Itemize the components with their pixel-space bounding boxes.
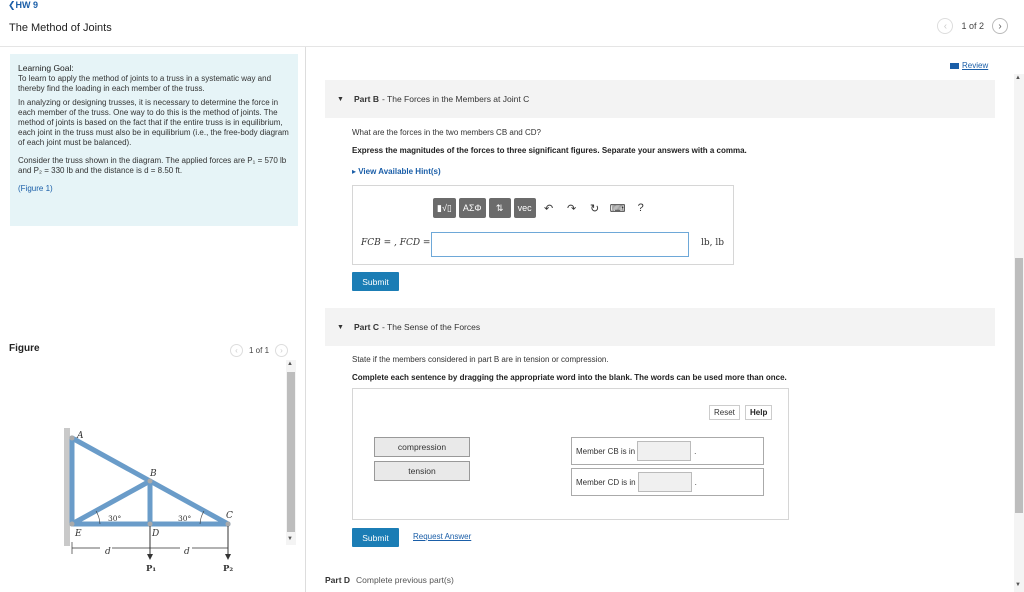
- part-c-submit-button[interactable]: Submit: [352, 528, 399, 547]
- vector-button[interactable]: vec: [514, 198, 536, 218]
- label-d: D: [152, 529, 160, 539]
- part-c-collapse-icon[interactable]: ▼: [337, 323, 344, 331]
- figure-scroll-down-icon[interactable]: ▼: [287, 536, 293, 542]
- request-answer-link[interactable]: Request Answer: [413, 532, 472, 541]
- main-scroll-up-icon[interactable]: ▲: [1015, 75, 1021, 81]
- load-arrowhead-p1: [147, 554, 153, 560]
- part-b-name: Part B: [353, 94, 379, 104]
- part-b-submit-button[interactable]: Submit: [352, 272, 399, 291]
- learning-goal-title: Learning Goal:: [18, 63, 74, 73]
- label-d-left: d: [105, 547, 111, 557]
- blank-cd[interactable]: [638, 472, 692, 492]
- angle-right-label: 30°: [178, 514, 192, 523]
- part-c-header[interactable]: [325, 308, 995, 346]
- joint-e: [70, 522, 75, 527]
- drag-reset-button[interactable]: Reset: [709, 405, 740, 420]
- part-d-name: Part D: [325, 575, 351, 585]
- problem-pager-text: 1 of 2: [961, 21, 984, 31]
- main-scrollbar[interactable]: [1014, 74, 1024, 592]
- templates-button[interactable]: ▮√▯: [433, 198, 456, 218]
- part-d-status: Complete previous part(s): [356, 575, 454, 585]
- sentence-cb-end: .: [694, 446, 697, 456]
- help-icon[interactable]: ?: [637, 202, 644, 214]
- truss-diagram: [60, 378, 260, 578]
- drag-drop-area: [352, 388, 789, 520]
- sentence-cd-text: Member CD is in: [576, 477, 636, 487]
- learning-goal-paragraph-1: In analyzing or designing trusses, it is necessary to determine the force in each member of the truss. One way to do this is the method of joints. The method of joints is based on the fact that if the entire truss is in equilibrium, each joint in the truss must also be in equilibrium (i.e., the free-body diagram of each joint must be balanced).: [18, 98, 289, 147]
- part-d-row: [325, 575, 454, 585]
- reset-icon[interactable]: ↻: [590, 202, 600, 215]
- main-scroll-thumb[interactable]: [1015, 258, 1023, 513]
- keyboard-icon[interactable]: ⌨: [609, 202, 626, 215]
- figure-pager: [230, 344, 288, 357]
- main-scroll-down-icon[interactable]: ▼: [1015, 582, 1021, 588]
- answer-label: FCB = , FCD =: [361, 238, 431, 248]
- joint-b: [148, 479, 153, 484]
- blank-cb[interactable]: [637, 441, 691, 461]
- joint-a: [70, 436, 75, 441]
- answer-input[interactable]: [431, 232, 689, 257]
- part-b-answer-box: [352, 185, 734, 265]
- part-c-name: Part C: [353, 322, 379, 332]
- label-p2: P₂: [223, 564, 234, 574]
- math-toolbar: [433, 198, 651, 218]
- next-figure-button[interactable]: ›: [275, 344, 288, 357]
- wall-support: [64, 428, 70, 546]
- back-to-hw-link[interactable]: ❮HW 9: [8, 0, 39, 10]
- learning-goal-paragraph-2: Consider the truss shown in the diagram. The applied forces are P₁ = 570 lb and P₂ = 330 lb and the distance is d = 8.50 ft.: [18, 156, 287, 175]
- part-b-question: What are the forces in the two members CB and CD?: [352, 128, 541, 137]
- joint-c: [226, 522, 231, 527]
- part-c-instruction: Complete each sentence by dragging the appropriate word into the blank. The words can be used more than once.: [352, 373, 787, 382]
- label-e: E: [75, 529, 82, 539]
- part-b-title: - The Forces in the Members at Joint C: [381, 94, 530, 104]
- page-title: The Method of Joints: [9, 22, 112, 34]
- part-c-question: State if the members considered in part B are in tension or compression.: [352, 355, 609, 364]
- sentence-cb-text: Member CB is in: [576, 446, 636, 456]
- arrows-button[interactable]: ⇅: [489, 198, 511, 218]
- label-d-right: d: [184, 547, 190, 557]
- joint-d: [148, 522, 153, 527]
- part-b-instruction: Express the magnitudes of the forces to three significant figures. Separate your answers with a comma.: [352, 146, 747, 155]
- figure-link[interactable]: (Figure 1): [18, 184, 53, 193]
- review-icon: [950, 63, 959, 69]
- figure-scroll-up-icon[interactable]: ▲: [287, 361, 293, 367]
- review-link[interactable]: [950, 61, 988, 70]
- figure-scroll-thumb[interactable]: [287, 372, 295, 532]
- label-c: C: [226, 511, 233, 521]
- prev-figure-button[interactable]: ‹: [230, 344, 243, 357]
- angle-left-label: 30°: [108, 514, 122, 523]
- answer-units: lb, lb: [701, 238, 725, 248]
- view-hints-link[interactable]: ▸ View Available Hint(s): [352, 167, 441, 176]
- review-label: Review: [962, 61, 989, 70]
- problem-pager: [937, 18, 1008, 34]
- part-c-title: - The Sense of the Forces: [381, 322, 481, 332]
- learning-goal-box: [10, 54, 298, 226]
- part-b-collapse-icon[interactable]: ▼: [337, 95, 344, 103]
- word-tile-tension[interactable]: tension: [374, 461, 470, 481]
- figure-scrollbar[interactable]: [286, 360, 296, 545]
- figure-pager-text: 1 of 1: [249, 346, 270, 355]
- sentence-cd: [571, 468, 764, 496]
- top-bar: [0, 0, 1024, 48]
- part-b-header[interactable]: [325, 80, 995, 118]
- learning-goal-text: To learn to apply the method of joints to a truss in a systematic way and thereby find the loading in each member of the truss.: [18, 74, 272, 93]
- redo-icon[interactable]: ↷: [567, 202, 577, 215]
- label-p1: P₁: [146, 564, 157, 574]
- undo-icon[interactable]: ↶: [544, 202, 554, 215]
- sentence-cb: [571, 437, 764, 465]
- label-b: B: [150, 469, 157, 479]
- next-problem-button[interactable]: ›: [992, 18, 1008, 34]
- word-tile-compression[interactable]: compression: [374, 437, 470, 457]
- figure-label: Figure: [9, 343, 40, 354]
- prev-problem-button[interactable]: ‹: [937, 18, 953, 34]
- drag-help-button[interactable]: Help: [745, 405, 772, 420]
- load-arrowhead-p2: [225, 554, 231, 560]
- symbols-button[interactable]: ΑΣΦ: [459, 198, 486, 218]
- label-a: A: [77, 431, 84, 441]
- sentence-cd-end: .: [694, 477, 697, 487]
